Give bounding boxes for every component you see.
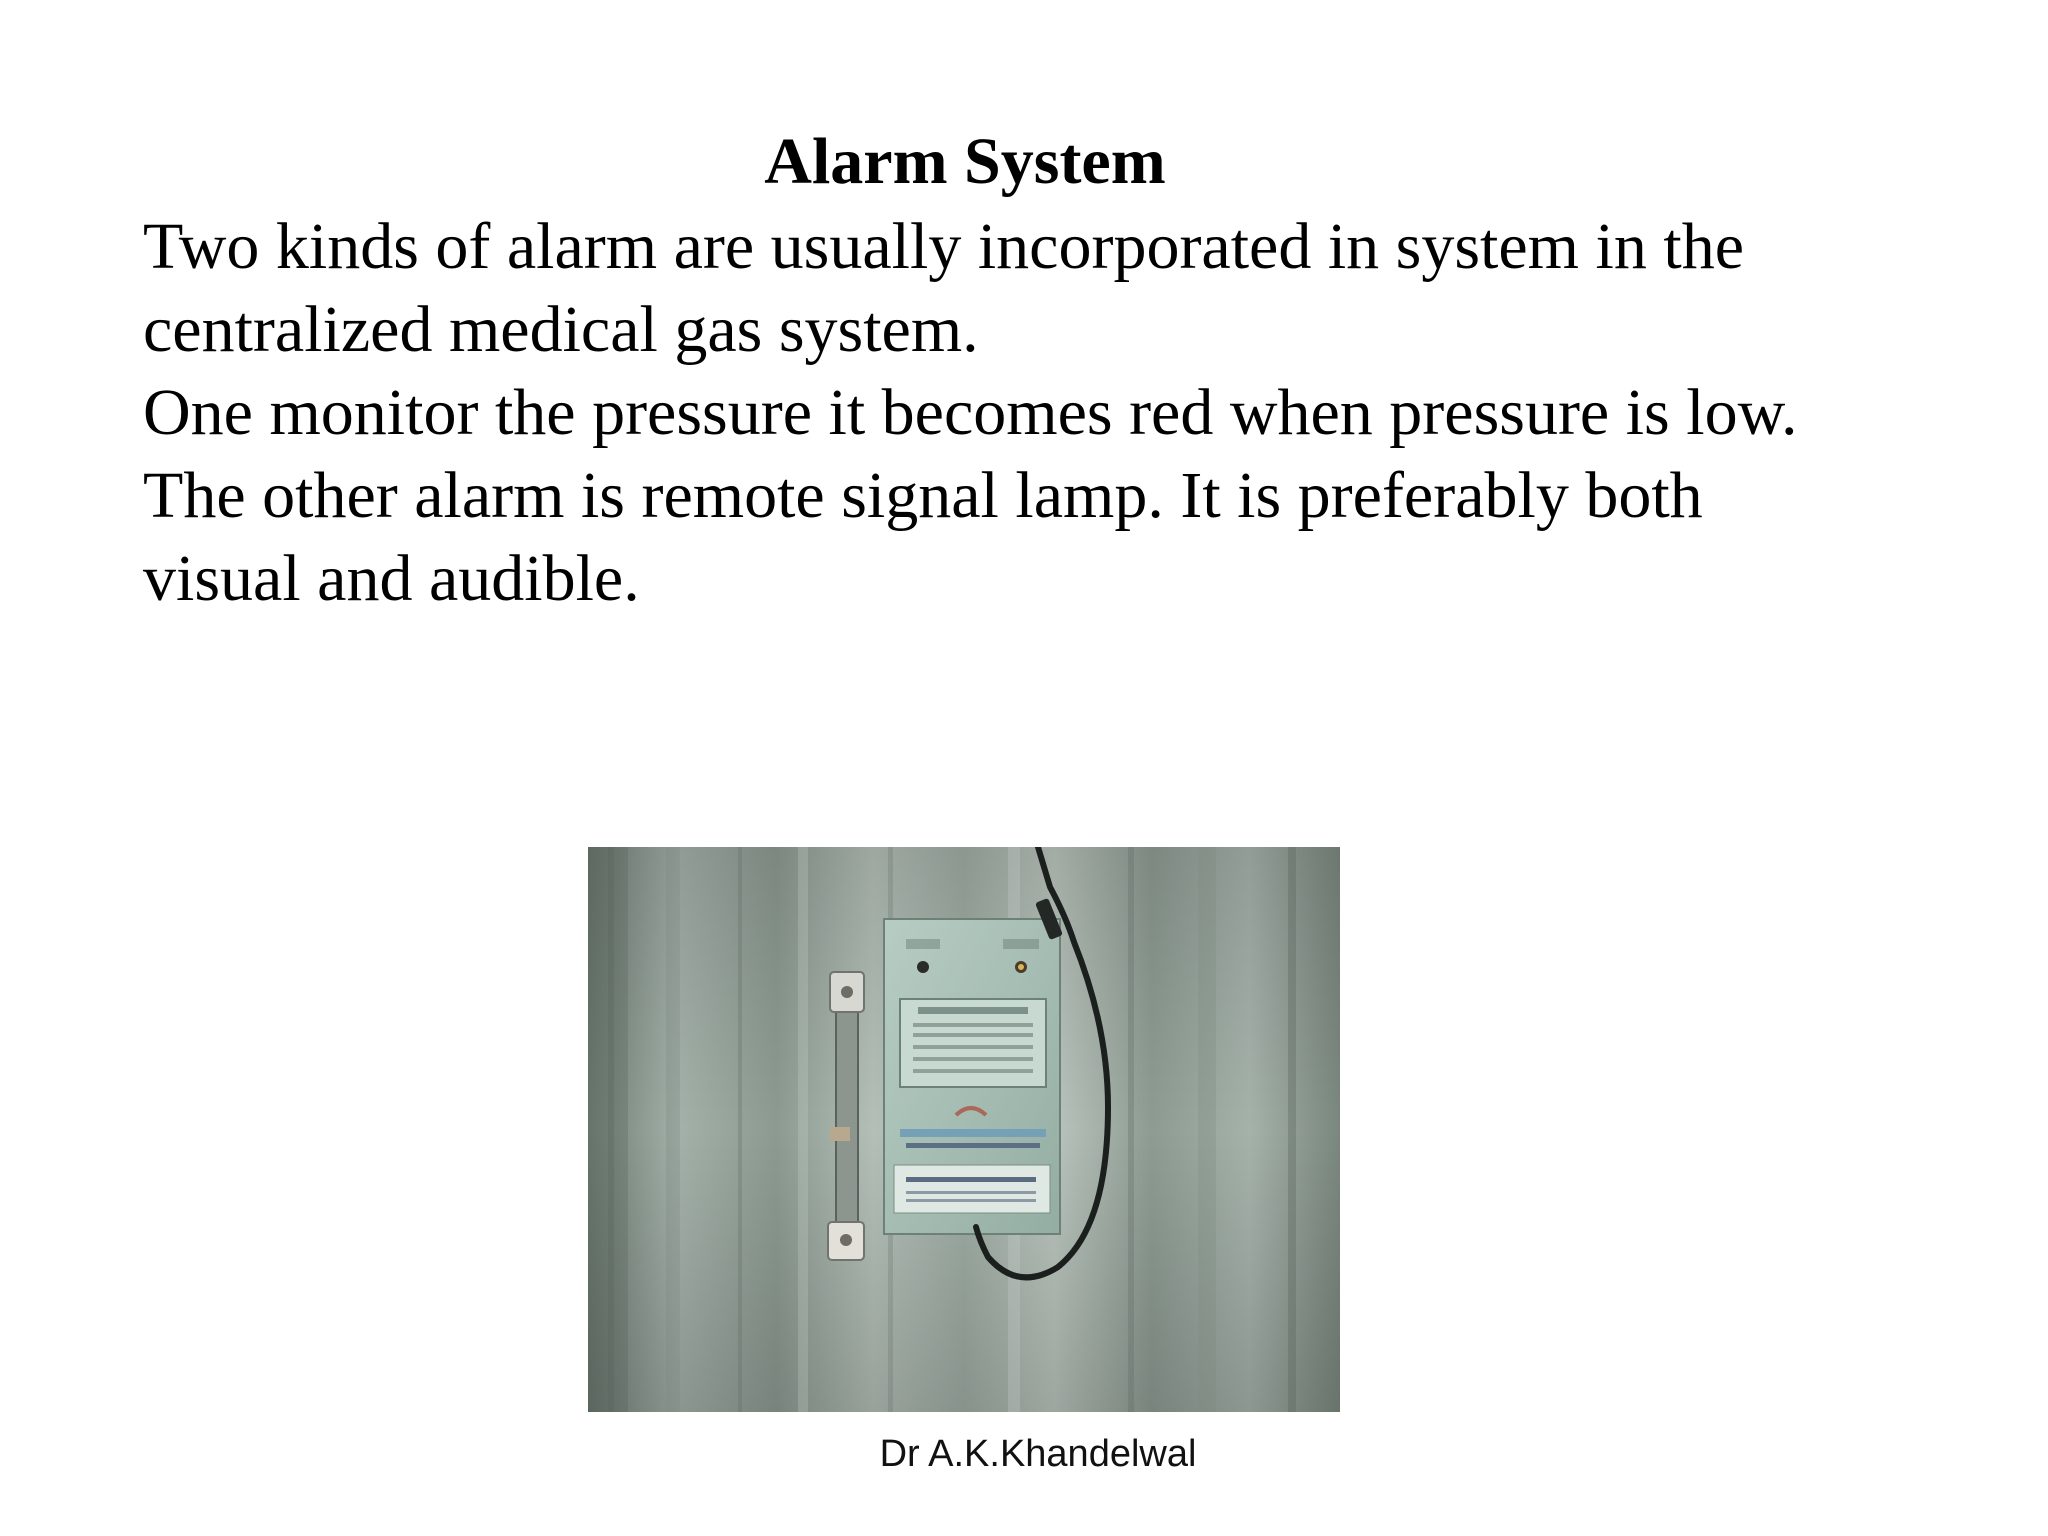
author-caption: Dr A.K.Khandelwal — [879, 1433, 1197, 1475]
paragraph-remote-lamp: The other alarm is remote signal lamp. It is preferably both visual and audible. — [143, 459, 1703, 615]
slide-title: Alarm System — [764, 125, 1166, 198]
paragraph-pressure-monitor: One monitor the pressure it becomes red when pressure is low. — [143, 376, 1798, 449]
paragraph-two-kinds: Two kinds of alarm are usually incorporated in system in the centralized medical gas system. — [143, 210, 1744, 366]
alarm-panel-photo — [588, 847, 1340, 1412]
slide-body — [143, 205, 1863, 620]
